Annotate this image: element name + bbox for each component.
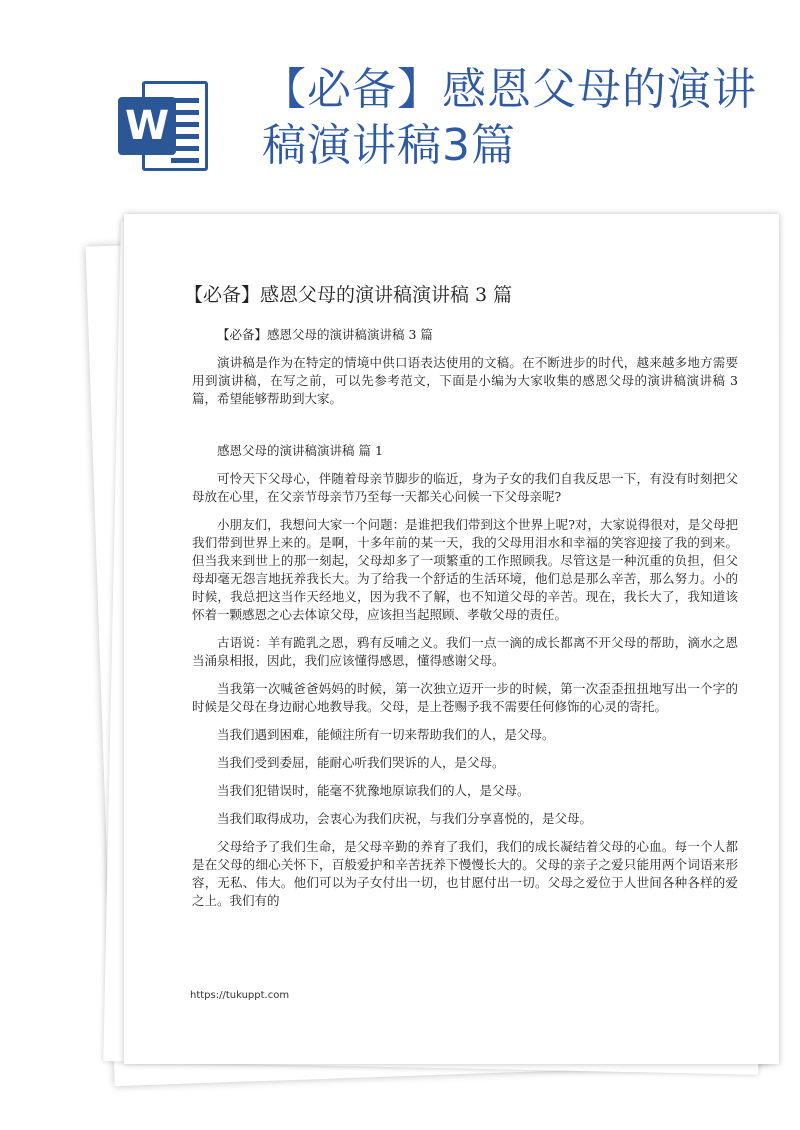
paragraph: 小朋友们，我想问大家一个问题：是谁把我们带到这个世界上呢?对，大家说得很对，是父母把我们带到世界上来的。是啊，十多年前的某一天，我的父母用泪水和幸福的笑容迎接了我的到来。但当我来到世上的那一刻起，父母却多了一项繁重的工作照顾我。尽管这是一种沉重的负担，但父母却毫无怨言地抚养我长大。为了给我一个舒适的生活环境，他们总是那么辛苦，那么努力。小的时候，我总把这当作天经地义，因为我不了解，也不知道父母的辛苦。现在，我长大了，我知道该怀着一颗感恩之心去体谅父母，应该担当起照顾、孝敬父母的责任。 xyxy=(192,517,738,622)
paragraph: 当我们受到委屈，能耐心听我们哭诉的人，是父母。 xyxy=(217,755,505,770)
header-banner xyxy=(0,0,800,210)
paragraph: 当我们取得成功，会衷心为我们庆祝，与我们分享喜悦的，是父母。 xyxy=(217,811,593,826)
document-title: 【必备】感恩父母的演讲稿演讲稿 3 篇 xyxy=(184,284,513,306)
paragraph: 当我第一次喊爸爸妈妈的时候，第一次独立迈开一步的时候，第一次歪歪扭扭地写出一个字的时候是父母在身边耐心地教导我。父母，是上苍赐予我不需要任何修饰的心灵的寄托。 xyxy=(192,681,738,714)
paragraph: 当我们遇到困难，能倾注所有一切来帮助我们的人，是父母。 xyxy=(217,727,555,742)
paragraph: 父母给予了我们生命，是父母辛勤的养育了我们，我们的成长凝结着父母的心血。每一个人都是在父母的细心关怀下，百般爱护和辛苦抚养下慢慢长大的。父母的亲子之爱只能用两个词语来形容，无私、伟大。他们可以为子女付出一切，也甘愿付出一切。父母之爱位于人世间各种各样的爱之上。我们有的 xyxy=(192,839,738,908)
section-heading: 感恩父母的演讲稿演讲稿 篇 1 xyxy=(217,443,383,458)
paragraph: 当我们犯错误时，能毫不犹豫地原谅我们的人，是父母。 xyxy=(217,783,530,798)
paragraph: 演讲稿是作为在特定的情境中供口语表达使用的文稿。在不断进步的时代，越来越多地方需要用到演讲稿，在写之前，可以先参考范文，下面是小编为大家收集的感恩父母的演讲稿演讲稿 3 篇，希望能够帮助到大家。 xyxy=(192,355,738,406)
document-body xyxy=(192,326,738,920)
document-page xyxy=(124,214,779,1064)
page-title: 【必备】感恩父母的演讲稿演讲稿3篇 xyxy=(262,64,757,171)
word-document-icon xyxy=(112,75,212,175)
footer-url[interactable]: https://tukuppt.com xyxy=(190,990,290,1001)
paragraph: 可怜天下父母心，伴随着母亲节脚步的临近，身为子女的我们自我反思一下，有没有时刻把父母放在心里，在父亲节母亲节乃至每一天都关心问候一下父母亲呢? xyxy=(192,471,738,504)
word-icon-letter: W xyxy=(118,97,176,155)
paragraph: 古语说：羊有跪乳之恩，鸦有反哺之义。我们一点一滴的成长都离不开父母的帮助，滴水之恩当涌泉相报，因此，我们应该懂得感恩，懂得感谢父母。 xyxy=(192,635,738,668)
paragraph: 【必备】感恩父母的演讲稿演讲稿 3 篇 xyxy=(217,327,433,342)
